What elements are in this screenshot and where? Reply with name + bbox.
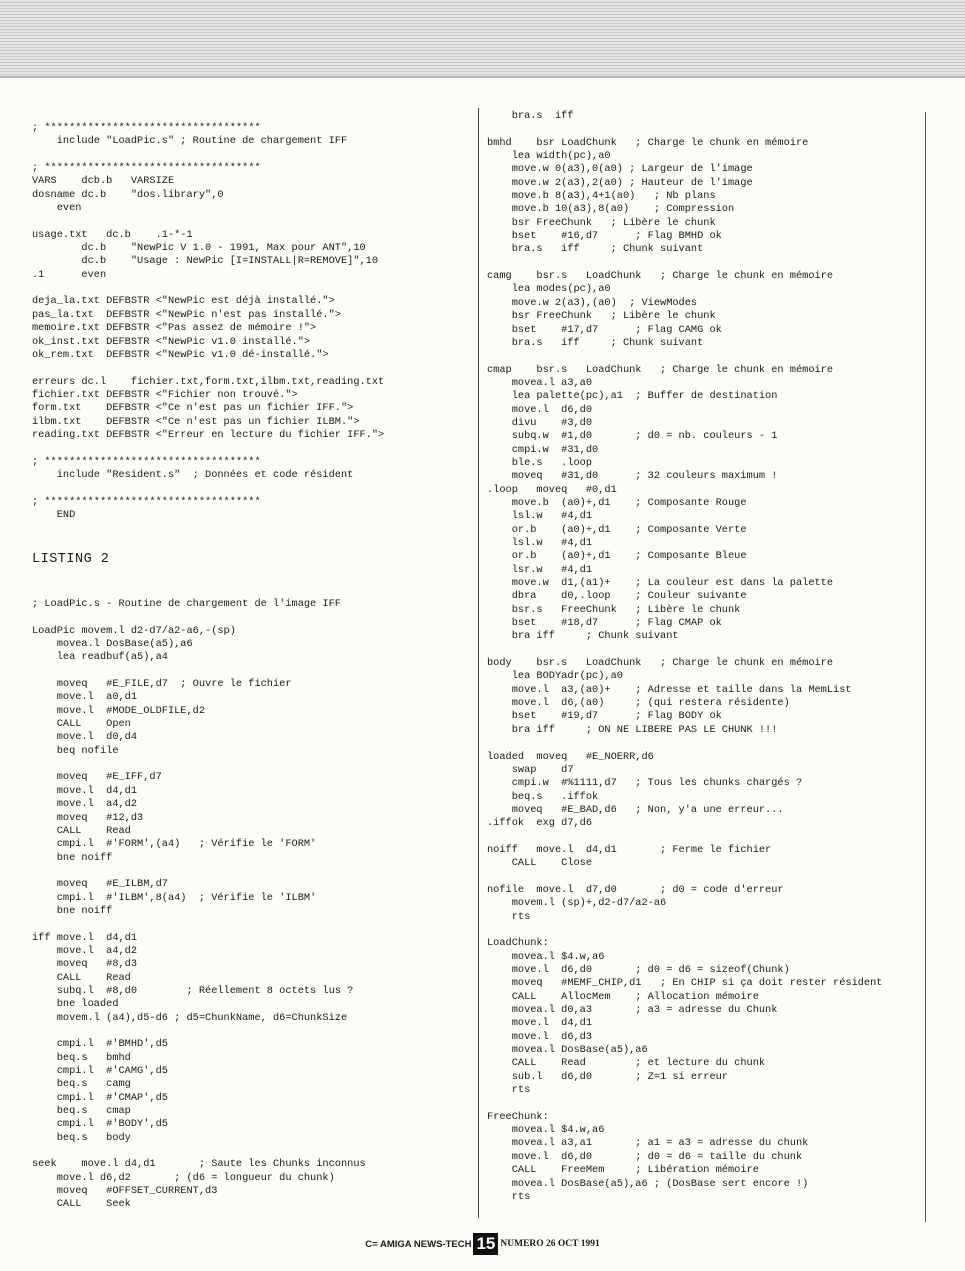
code-line (32, 149, 447, 162)
code-line: even (32, 202, 82, 215)
code-line: lsl.w #4,d1 (487, 537, 593, 549)
code-line (32, 611, 447, 624)
code-line: beq.s .iffok (487, 790, 599, 803)
header-banner-edge (0, 76, 965, 78)
code-line (32, 442, 447, 455)
code-line: form.txt DEFBSTR <"Ce n'est pas un fichier IFF."> (32, 402, 354, 415)
code-line (32, 362, 447, 375)
code-line: movea.l DosBase(a5),a6 (487, 1044, 648, 1057)
code-line: move.l d6,d2 ; (d6 = longueur du chunk) (32, 1171, 335, 1184)
listing-1-tail (32, 122, 447, 522)
column-divider (478, 108, 479, 1218)
code-line: beq.s body (32, 1131, 131, 1144)
code-line: bra.s iff ; Chunk suivant (487, 243, 704, 256)
code-line: bsr.s FreeChunk ; Libère le chunk (487, 603, 741, 616)
code-line: or.b (a0)+,d1 ; Composante Verte (487, 523, 747, 536)
page-footer (0, 1232, 965, 1256)
code-line (32, 665, 447, 678)
listing-2-code-right (487, 110, 937, 1204)
code-line: ; *********************************** (32, 162, 261, 175)
code-line: noiff move.l d4,d1 ; Ferme le fichier (487, 843, 772, 856)
code-line (487, 123, 937, 136)
code-line: moveq #MEMF_CHIP,d1 ; En CHIP si ça doit rester résident (487, 977, 883, 990)
code-line: lea palette(pc),a1 ; Buffer de destination (487, 390, 778, 403)
code-line: bsr FreeChunk ; Libère le chunk (487, 216, 716, 229)
code-line (487, 871, 937, 884)
code-line: cmpi.l #'ILBM',8(a4) ; Vérifie le 'ILBM' (32, 891, 317, 904)
code-line: bset #19,d7 ; Flag BODY ok (487, 710, 722, 723)
code-line: usage.txt dc.b .1-*-1 (32, 228, 193, 241)
code-line: VARS dcb.b VARSIZE (32, 175, 175, 188)
code-line (487, 831, 937, 844)
code-line: camg bsr.s LoadChunk ; Charge le chunk en mémoire (487, 270, 834, 283)
code-line: loaded moveq #E_NOERR,d6 (487, 750, 654, 763)
code-line: erreurs dc.l fichier.txt,form.txt,ilbm.txt,reading.txt (32, 375, 385, 388)
code-line: movea.l DosBase(a5),a6 (32, 638, 193, 651)
code-line: CALL Close (487, 857, 593, 870)
code-line: move.l a0,d1 (32, 691, 138, 704)
code-line: bne loaded (32, 998, 119, 1011)
code-line (487, 644, 937, 657)
code-line: cmpi.l #'BODY',d5 (32, 1118, 168, 1131)
code-line: include "Resident.s" ; Données et code résident (32, 468, 354, 481)
code-line: bset #18,d7 ; Flag CMAP ok (487, 617, 722, 630)
code-line: beq nofile (32, 744, 119, 757)
code-line: bra.s iff (487, 110, 574, 122)
code-line: bset #16,d7 ; Flag BMHD ok (487, 230, 722, 243)
code-line: cmpi.l #'FORM',(a4) ; Vérifie le 'FORM' (32, 838, 317, 851)
code-line: CALL Open (32, 718, 131, 731)
code-line: pas_la.txt DEFBSTR <"NewPic n'est pas installé."> (32, 308, 341, 321)
code-line: beq.s camg (32, 1078, 131, 1091)
code-line: iff move.l d4,d1 (32, 931, 138, 944)
code-line: bmhd bsr LoadChunk ; Charge le chunk en mémoire (487, 136, 809, 149)
code-line: bne noiff (32, 904, 113, 917)
code-line: move.l d4,d1 (487, 1017, 593, 1030)
code-line: bra iff ; ON NE LIBERE PAS LE CHUNK !!! (487, 723, 778, 736)
code-line: move.w 0(a3),0(a0) ; Largeur de l'image (487, 163, 753, 176)
code-line: subq.w #1,d0 ; d0 = nb. couleurs - 1 (487, 430, 778, 443)
code-line (32, 918, 447, 931)
code-line (487, 257, 937, 270)
footer-issue: NUMERO 26 OCT 1991 (500, 1239, 600, 1249)
code-line: movea.l d0,a3 ; a3 = adresse du Chunk (487, 1004, 778, 1017)
code-line: bsr FreeChunk ; Libère le chunk (487, 310, 716, 323)
code-line: ok_rem.txt DEFBSTR <"NewPic v1.0 dé-installé."> (32, 348, 329, 361)
page-number: 15 (473, 1233, 498, 1255)
code-line: moveq #E_ILBM,d7 (32, 878, 168, 891)
code-line: move.w 2(a3),2(a0) ; Hauteur de l'image (487, 176, 753, 189)
code-line: move.l d6,d0 ; d0 = d6 = sizeof(Chunk) (487, 964, 790, 976)
code-line: nofile move.l d7,d0 ; d0 = code d'erreur (487, 883, 784, 896)
code-line: moveq #E_BAD,d6 ; Non, y'a une erreur... (487, 803, 784, 816)
code-line: bset #17,d7 ; Flag CAMG ok (487, 323, 722, 336)
code-line: move.l d4,d1 (32, 784, 138, 797)
code-line: moveq #E_IFF,d7 (32, 771, 162, 784)
code-line: CALL Read ; et lecture du chunk (487, 1057, 766, 1070)
code-line: rts (487, 1084, 531, 1097)
code-line: rts (487, 910, 531, 923)
code-line: moveq #OFFSET_CURRENT,d3 (32, 1185, 218, 1198)
code-line: include "LoadPic.s" ; Routine de chargement IFF (32, 135, 348, 148)
code-line: CALL Read (32, 971, 131, 984)
code-line: lea width(pc),a0 (487, 150, 611, 163)
code-line (32, 758, 447, 771)
code-line: movea.l DosBase(a5),a6 ; (DosBase sert encore !) (487, 1177, 809, 1190)
code-line: or.b (a0)+,d1 ; Composante Bleue (487, 550, 747, 563)
code-line: rts (487, 1190, 531, 1203)
code-line (487, 1097, 937, 1110)
code-line: cmpi.l #'CMAP',d5 (32, 1091, 168, 1104)
code-line: CALL FreeMem ; Libération mémoire (487, 1164, 759, 1177)
code-line (32, 215, 447, 228)
code-line: movem.l (a4),d5-d6 ; d5=ChunkName, d6=ChunkSize (32, 1011, 348, 1024)
code-line: seek move.l d4,d1 ; Saute les Chunks inconnus (32, 1158, 366, 1171)
code-line: CALL Seek (32, 1198, 131, 1211)
code-line: move.l d6,(a0) ; (qui restera résidente) (487, 697, 790, 710)
code-line: moveq #31,d0 ; 32 couleurs maximum ! (487, 470, 778, 483)
code-line: .loop moveq #0,d1 (487, 483, 617, 496)
code-line: movea.l a3,a1 ; a1 = a3 = adresse du chunk (487, 1137, 809, 1150)
code-line (487, 924, 937, 937)
code-line: move.l a4,d2 (32, 944, 138, 957)
code-line: lsr.w #4,d1 (487, 563, 593, 576)
code-line: dosname dc.b "dos.library",0 (32, 188, 224, 201)
code-line: bne noiff (32, 851, 113, 864)
code-line: beq.s cmap (32, 1105, 131, 1118)
code-line: subq.l #8,d0 ; Réellement 8 octets lus ? (32, 984, 354, 997)
listing-2-heading: LISTING 2 (32, 552, 110, 567)
code-line: move.l d0,d4 (32, 731, 138, 744)
code-line: cmpi.l #'CAMG',d5 (32, 1065, 168, 1078)
code-line: CALL AllocMem ; Allocation mémoire (487, 990, 759, 1003)
listing-2-code-left (32, 598, 447, 1212)
code-line: ; *********************************** (32, 122, 261, 134)
code-line: move.b 8(a3),4+1(a0) ; Nb plans (487, 190, 716, 203)
code-line: move.l d6,d3 (487, 1030, 593, 1043)
code-line: move.l a4,d2 (32, 798, 138, 811)
code-line: swap d7 (487, 763, 574, 776)
code-line: deja_la.txt DEFBSTR <"NewPic est déjà installé."> (32, 295, 335, 308)
code-line: cmpi.w #%1111,d7 ; Tous les chunks chargés ? (487, 777, 803, 790)
code-line: movea.l $4.w,a6 (487, 1124, 605, 1137)
code-line: move.b (a0)+,d1 ; Composante Rouge (487, 496, 747, 509)
code-line: .iffok exg d7,d6 (487, 817, 593, 830)
code-line (32, 482, 447, 495)
code-line: moveq #8,d3 (32, 958, 138, 971)
code-line: lea modes(pc),a0 (487, 283, 611, 296)
code-line: bra.s iff ; Chunk suivant (487, 336, 704, 349)
code-line: body bsr.s LoadChunk ; Charge le chunk en mémoire (487, 657, 834, 670)
code-line: reading.txt DEFBSTR <"Erreur en lecture du fichier IFF."> (32, 428, 385, 441)
code-line (32, 1025, 447, 1038)
code-line (32, 1145, 447, 1158)
code-line (487, 350, 937, 363)
code-line: lea readbuf(a5),a4 (32, 651, 168, 664)
code-line: movea.l a3,a0 (487, 376, 593, 389)
code-line: move.l d6,d0 (487, 403, 593, 416)
code-line: ok_inst.txt DEFBSTR <"NewPic v1.0 installé."> (32, 335, 311, 348)
code-line: move.b 10(a3),8(a0) ; Compression (487, 203, 735, 216)
code-line: move.w d1,(a1)+ ; La couleur est dans la palette (487, 577, 834, 590)
code-line: cmpi.l #'BMHD',d5 (32, 1038, 168, 1051)
code-line: moveq #E_FILE,d7 ; Ouvre le fichier (32, 678, 292, 691)
code-line: cmap bsr.s LoadChunk ; Charge le chunk en mémoire (487, 363, 834, 376)
code-line: sub.l d6,d0 ; Z=1 si erreur (487, 1070, 728, 1083)
code-line: move.w 2(a3),(a0) ; ViewModes (487, 296, 698, 309)
footer-brand: C= AMIGA NEWS-TECH (365, 1238, 472, 1250)
code-line: LoadPic movem.l d2-d7/a2-a6,-(sp) (32, 624, 236, 637)
code-line: move.l a3,(a0)+ ; Adresse et taille dans la MemList (487, 683, 852, 696)
code-line: moveq #12,d3 (32, 811, 144, 824)
code-line: move.l d6,d0 ; d0 = d6 = taille du chunk (487, 1150, 803, 1163)
code-line: ; *********************************** (32, 455, 261, 468)
code-line: LoadChunk: (487, 937, 549, 950)
code-line: lea BODYadr(pc),a0 (487, 670, 623, 683)
code-line: .1 even (32, 268, 107, 281)
code-line: dbra d0,.loop ; Couleur suivante (487, 590, 747, 603)
code-line: beq.s bmhd (32, 1051, 131, 1064)
code-line: move.l #MODE_OLDFILE,d2 (32, 704, 206, 717)
code-line: FreeChunk: (487, 1110, 549, 1123)
code-line: dc.b "NewPic V 1.0 - 1991, Max pour ANT",10 (32, 242, 366, 255)
code-line: ble.s .loop (487, 456, 593, 469)
header-banner (0, 0, 965, 78)
code-line: movem.l (sp)+,d2-d7/a2-a6 (487, 897, 667, 910)
code-line: movea.l $4.w,a6 (487, 950, 605, 963)
code-line (487, 737, 937, 750)
code-line: lsl.w #4,d1 (487, 510, 593, 523)
code-line: ilbm.txt DEFBSTR <"Ce n'est pas un fichier ILBM."> (32, 415, 360, 428)
code-line: fichier.txt DEFBSTR <"Fichier non trouvé."> (32, 388, 298, 401)
code-line: ; LoadPic.s - Routine de chargement de l'image IFF (32, 598, 341, 610)
code-line: cmpi.w #31,d0 (487, 443, 599, 456)
code-line: ; *********************************** (32, 495, 261, 508)
code-line: bra iff ; Chunk suivant (487, 630, 679, 643)
code-line: END (32, 508, 76, 521)
code-line: divu #3,d0 (487, 416, 593, 429)
code-line (32, 865, 447, 878)
code-line: dc.b "Usage : NewPic [I=INSTALL|R=REMOVE]",10 (32, 255, 379, 268)
code-line: CALL Read (32, 824, 131, 837)
code-line (32, 282, 447, 295)
code-line: memoire.txt DEFBSTR <"Pas assez de mémoire !"> (32, 322, 317, 335)
